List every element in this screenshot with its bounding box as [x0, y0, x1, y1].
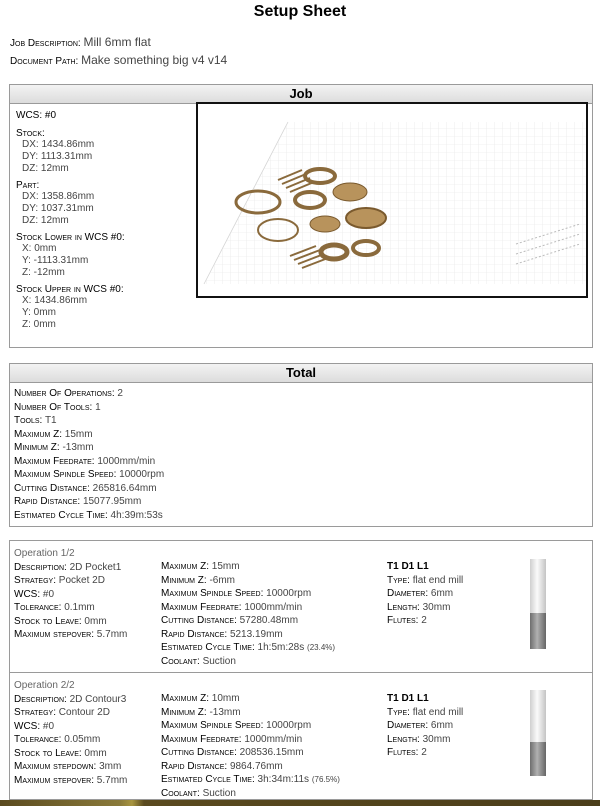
- job-heading: Job: [10, 85, 592, 104]
- op-label: Description:: [14, 693, 67, 705]
- stock-upper-z: Z: 0mm: [22, 318, 56, 330]
- op-row: [14, 706, 154, 720]
- end-mill-icon: [528, 690, 548, 776]
- op-row: [161, 641, 386, 655]
- op-label: Estimated Cycle Time:: [161, 642, 255, 653]
- stock-upper-group: [16, 284, 191, 331]
- operation-title: Operation 1/2: [14, 548, 75, 559]
- op-value: 5213.19mm: [229, 628, 283, 640]
- op-label: Minimum Z:: [161, 706, 207, 718]
- op-label: Minimum Z:: [161, 574, 207, 586]
- total-row: [14, 482, 588, 496]
- op-row: [14, 615, 154, 629]
- op-label: Length:: [387, 601, 420, 613]
- op-label: Maximum Feedrate:: [161, 733, 242, 745]
- op-value: 2D Pocket1: [69, 561, 122, 573]
- document-path-value: Make something big v4 v14: [81, 53, 228, 67]
- stock-group: [16, 128, 191, 175]
- op-value: 0mm: [84, 615, 107, 627]
- op-row: [161, 614, 386, 628]
- total-label: Rapid Distance:: [14, 496, 81, 507]
- op-row: [161, 706, 386, 720]
- op-row: [14, 561, 154, 575]
- tool-title: T1 D1 L1: [387, 561, 429, 572]
- total-row: [14, 468, 588, 482]
- wcs-label: WCS:: [16, 110, 43, 121]
- total-label: Minimum Z:: [14, 442, 60, 453]
- total-label: Tools:: [14, 415, 43, 426]
- total-value: -13mm: [62, 442, 94, 453]
- op-value: 3h:34m:11s: [257, 774, 310, 785]
- job-section: [9, 84, 593, 348]
- op-row: [161, 601, 386, 615]
- op-value: 10mm: [211, 693, 240, 704]
- op-value: Contour 2D: [58, 707, 110, 718]
- document-path-label: Document Path:: [10, 56, 79, 67]
- op-label: Diameter:: [387, 588, 429, 599]
- part-dz: DZ: 12mm: [22, 214, 69, 226]
- op-label: WCS:: [14, 720, 41, 732]
- op-value: 5.7mm: [96, 774, 128, 786]
- op-label: Estimated Cycle Time:: [161, 774, 255, 785]
- op-row: [14, 628, 154, 642]
- op-label: Maximum Spindle Speed:: [161, 588, 264, 599]
- operation-title: Operation 2/2: [14, 680, 75, 691]
- operation-1-machining: [161, 560, 386, 668]
- total-value: 15077.95mm: [82, 496, 142, 507]
- stock-dx: DX: 1434.86mm: [22, 138, 95, 150]
- op-value: Suction: [202, 787, 236, 799]
- op-row: [161, 655, 386, 669]
- op-row: [14, 574, 154, 588]
- op-row: [161, 574, 386, 588]
- job-description: [10, 35, 151, 49]
- op-row: [14, 760, 154, 774]
- total-label: Cutting Distance:: [14, 482, 90, 494]
- operation-2-general: [14, 679, 154, 787]
- footer-bar: [0, 800, 600, 806]
- op-value: -13mm: [209, 706, 241, 718]
- op-label: Type:: [387, 574, 410, 586]
- op-label: Diameter:: [387, 720, 429, 731]
- total-value: 15mm: [64, 428, 93, 440]
- op-row: [161, 587, 386, 601]
- job-description-label: Job Description:: [10, 38, 81, 49]
- total-list: [10, 383, 592, 526]
- stock-dz: DZ: 12mm: [22, 162, 69, 174]
- stock-lower-label: Stock Lower in WCS #0:: [16, 231, 125, 243]
- stock-upper-x: X: 1434.86mm: [22, 294, 88, 306]
- op-label: Cutting Distance:: [161, 615, 237, 626]
- op-row: [14, 601, 154, 615]
- total-label: Estimated Cycle Time:: [14, 509, 108, 521]
- operation-1-tool: [387, 560, 497, 628]
- operation-1-general: [14, 547, 154, 642]
- op-row: [161, 628, 386, 642]
- op-row: [14, 747, 154, 761]
- op-note: (76.5%): [311, 775, 340, 784]
- part-dy: DY: 1037.31mm: [22, 202, 94, 214]
- op-label: Description:: [14, 561, 67, 573]
- op-value: Suction: [202, 655, 236, 667]
- stock-dy: DY: 1113.31mm: [22, 150, 93, 162]
- op-value: 3mm: [99, 761, 122, 772]
- op-row: [161, 560, 386, 574]
- operation-2: [10, 673, 592, 799]
- part-label: Part:: [16, 179, 40, 191]
- total-value: 1000mm/min: [97, 455, 156, 467]
- wcs-row: [16, 109, 191, 123]
- op-value: 2D Contour3: [69, 693, 127, 705]
- op-value: flat end mill: [412, 706, 464, 718]
- op-row: [387, 719, 497, 733]
- op-value: 6mm: [430, 588, 454, 599]
- op-label: Rapid Distance:: [161, 760, 228, 772]
- op-label: Coolant:: [161, 655, 200, 667]
- op-value: 10000rpm: [266, 720, 312, 731]
- op-row: [161, 746, 386, 760]
- op-row: [14, 733, 154, 747]
- op-row: [161, 773, 386, 787]
- operations-section: [9, 540, 593, 800]
- total-label: Number Of Operations:: [14, 388, 115, 399]
- op-value: -6mm: [209, 574, 236, 586]
- op-label: Maximum Spindle Speed:: [161, 720, 264, 731]
- op-value: 2: [421, 747, 427, 758]
- total-label: Maximum Feedrate:: [14, 455, 95, 467]
- total-value: 2: [117, 388, 123, 399]
- op-value: 9864.76mm: [229, 760, 283, 772]
- op-label: Length:: [387, 733, 420, 745]
- stock-lower-z: Z: -12mm: [22, 266, 65, 278]
- op-row: [387, 614, 497, 628]
- op-value: 0.05mm: [64, 734, 101, 745]
- op-label: Strategy:: [14, 707, 56, 718]
- operation-2-machining: [161, 692, 386, 800]
- total-section: [9, 363, 593, 527]
- op-value: 57280.48mm: [239, 615, 299, 626]
- total-row: [14, 387, 588, 401]
- operation-1: [10, 541, 592, 673]
- operation-2-tool: [387, 692, 497, 760]
- op-value: 10000rpm: [266, 588, 312, 599]
- part-group: [16, 180, 191, 227]
- op-label: Maximum Z:: [161, 693, 209, 704]
- total-row: [14, 414, 588, 428]
- total-row: [14, 509, 588, 523]
- total-value: 265816.64mm: [92, 482, 157, 494]
- op-row: [387, 746, 497, 760]
- op-row: [14, 693, 154, 707]
- op-note: (23.4%): [307, 643, 336, 652]
- op-value: #0: [42, 588, 55, 600]
- part-preview-viewport: [196, 102, 588, 298]
- total-row: [14, 455, 588, 469]
- wcs-value: #0: [44, 110, 57, 121]
- op-value: 1000mm/min: [244, 733, 303, 745]
- op-value: Pocket 2D: [58, 575, 105, 586]
- op-label: Strategy:: [14, 575, 56, 586]
- op-value: 208536.15mm: [239, 747, 304, 758]
- op-value: 6mm: [430, 720, 454, 731]
- part-preview-image: [198, 104, 586, 296]
- stock-label: Stock:: [16, 127, 45, 139]
- op-value: 30mm: [422, 601, 451, 613]
- op-label: Maximum stepover:: [14, 774, 95, 786]
- part-dx: DX: 1358.86mm: [22, 190, 95, 202]
- total-label: Maximum Z:: [14, 428, 62, 440]
- op-row: [14, 588, 154, 602]
- op-row: [387, 706, 497, 720]
- op-row: [161, 719, 386, 733]
- op-row: [161, 760, 386, 774]
- op-label: Type:: [387, 706, 410, 718]
- op-label: Maximum Z:: [161, 561, 209, 572]
- op-label: Maximum stepdown:: [14, 761, 97, 772]
- op-value: 2: [421, 615, 427, 626]
- op-row: [387, 733, 497, 747]
- op-value: 0mm: [84, 747, 107, 759]
- op-label: Tolerance:: [14, 602, 62, 613]
- op-row: [161, 692, 386, 706]
- job-description-value: Mill 6mm flat: [83, 35, 151, 49]
- total-row: [14, 428, 588, 442]
- total-row: [14, 401, 588, 415]
- total-value: T1: [44, 415, 57, 426]
- op-value: #0: [42, 720, 55, 732]
- total-heading: Total: [10, 364, 592, 383]
- document-path: [10, 53, 227, 67]
- op-label: Rapid Distance:: [161, 628, 228, 640]
- total-row: [14, 441, 588, 455]
- op-row: [161, 733, 386, 747]
- op-label: Stock to Leave:: [14, 615, 82, 627]
- op-row: [161, 787, 386, 801]
- op-label: WCS:: [14, 588, 41, 600]
- op-label: Cutting Distance:: [161, 747, 237, 758]
- total-value: 4h:39m:53s: [110, 509, 163, 521]
- stock-upper-label: Stock Upper in WCS #0:: [16, 283, 124, 295]
- stock-lower-group: [16, 232, 191, 279]
- op-row: [14, 774, 154, 788]
- tool-title: T1 D1 L1: [387, 693, 429, 704]
- op-label: Tolerance:: [14, 734, 62, 745]
- total-value: 1: [95, 401, 101, 413]
- op-label: Coolant:: [161, 787, 200, 799]
- total-value: 10000rpm: [119, 469, 165, 480]
- op-label: Stock to Leave:: [14, 747, 82, 759]
- op-row: [14, 720, 154, 734]
- op-value: 1h:5m:28s: [257, 642, 305, 653]
- op-label: Flutes:: [387, 615, 419, 626]
- page-title: Setup Sheet: [253, 3, 347, 20]
- total-label: Number Of Tools:: [14, 401, 93, 413]
- end-mill-icon: [528, 559, 548, 649]
- op-label: Maximum Feedrate:: [161, 601, 242, 613]
- stock-lower-x: X: 0mm: [22, 242, 57, 254]
- op-label: Flutes:: [387, 747, 419, 758]
- stock-upper-y: Y: 0mm: [22, 306, 56, 318]
- op-value: 5.7mm: [96, 629, 128, 640]
- op-row: [387, 574, 497, 588]
- job-details: [16, 109, 191, 331]
- op-value: 30mm: [422, 733, 451, 745]
- op-value: 0.1mm: [64, 602, 95, 613]
- op-value: 15mm: [211, 561, 240, 572]
- stock-lower-y: Y: -1113.31mm: [22, 254, 89, 266]
- total-label: Maximum Spindle Speed:: [14, 469, 117, 480]
- op-label: Maximum stepover:: [14, 629, 95, 640]
- op-value: flat end mill: [412, 574, 464, 586]
- op-row: [387, 601, 497, 615]
- op-value: 1000mm/min: [244, 601, 303, 613]
- total-row: [14, 495, 588, 509]
- op-row: [387, 587, 497, 601]
